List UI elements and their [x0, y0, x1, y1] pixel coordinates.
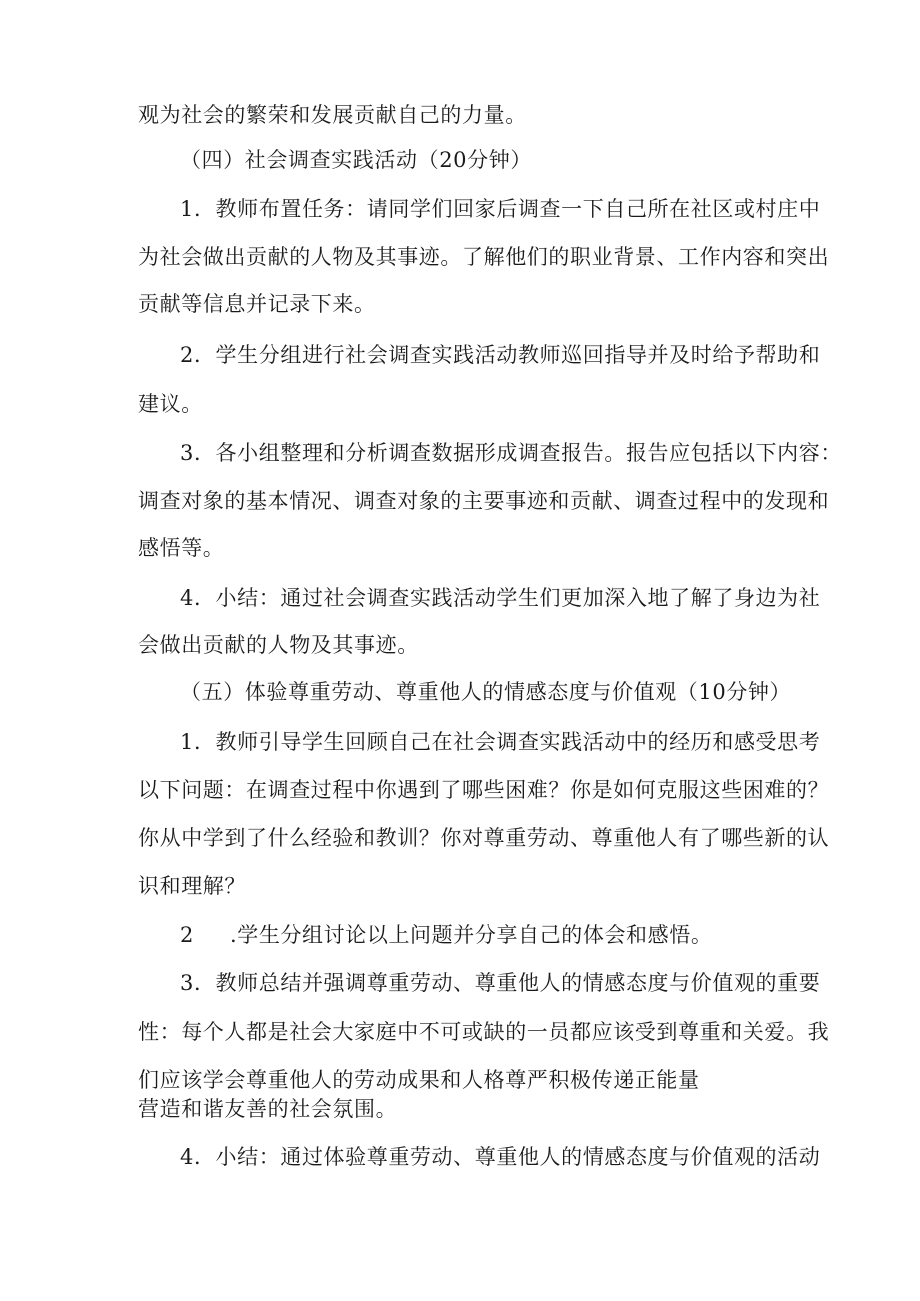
text-line: 性：每个人都是社会大家庭中不可或缺的一员都应该受到尊重和关爱。我: [138, 1020, 830, 1044]
text-line: 识和理解？: [138, 874, 246, 898]
text-line: 以下问题：在调查过程中你遇到了哪些困难？你是如何克服这些困难的？: [138, 778, 830, 802]
text-line: 观为社会的繁荣和发展贡献自己的力量。: [138, 103, 527, 127]
text-line: 2．学生分组进行社会调查实践活动教师巡回指导并及时给予帮助和: [180, 343, 821, 367]
text-line: 调查对象的基本情况、调查对象的主要事迹和贡献、调查过程中的发现和: [138, 489, 830, 513]
text-line: 建议。: [138, 392, 203, 416]
text-line: 1．教师布置任务：请同学们回家后调查一下自己所在社区或村庄中: [180, 197, 821, 221]
text-line: 4．小结：通过社会调查实践活动学生们更加深入地了解了身边为社: [180, 586, 821, 610]
text-line: 你从中学到了什么经验和教训？你对尊重劳动、尊重他人有了哪些新的认: [138, 826, 830, 850]
text-line: 为社会做出贡献的人物及其事迹。了解他们的职业背景、工作内容和突出: [138, 245, 830, 269]
text-line: 们应该学会尊重他人的劳动成果和人格尊严积极传递正能量: [138, 1068, 700, 1092]
text-line: 3．各小组整理和分析调查数据形成调查报告。报告应包括以下内容：: [180, 441, 842, 465]
section-heading-five: （五）体验尊重劳动、尊重他人的情感态度与价值观（10分钟）: [180, 680, 792, 704]
section-heading-four: （四）社会调查实践活动（20分钟）: [180, 148, 532, 172]
text-line: [180, 920, 712, 950]
text-line: 4．小结：通过体验尊重劳动、尊重他人的情感态度与价值观的活动: [180, 1145, 821, 1169]
list-number: 2: [180, 923, 194, 947]
text-line: 贡献等信息并记录下来。: [138, 292, 376, 316]
text-line: 感悟等。: [138, 536, 225, 560]
text-line: 3．教师总结并强调尊重劳动、尊重他人的情感态度与价值观的重要: [180, 971, 821, 995]
text-line: 营造和谐友善的社会氛围。: [138, 1097, 398, 1121]
list-item-text: .学生分组讨论以上问题并分享自己的体会和感悟。: [229, 923, 713, 947]
text-line: 会做出贡献的人物及其事迹。: [138, 633, 419, 657]
text-line: 1．教师引导学生回顾自己在社会调查实践活动中的经历和感受思考: [180, 730, 821, 754]
